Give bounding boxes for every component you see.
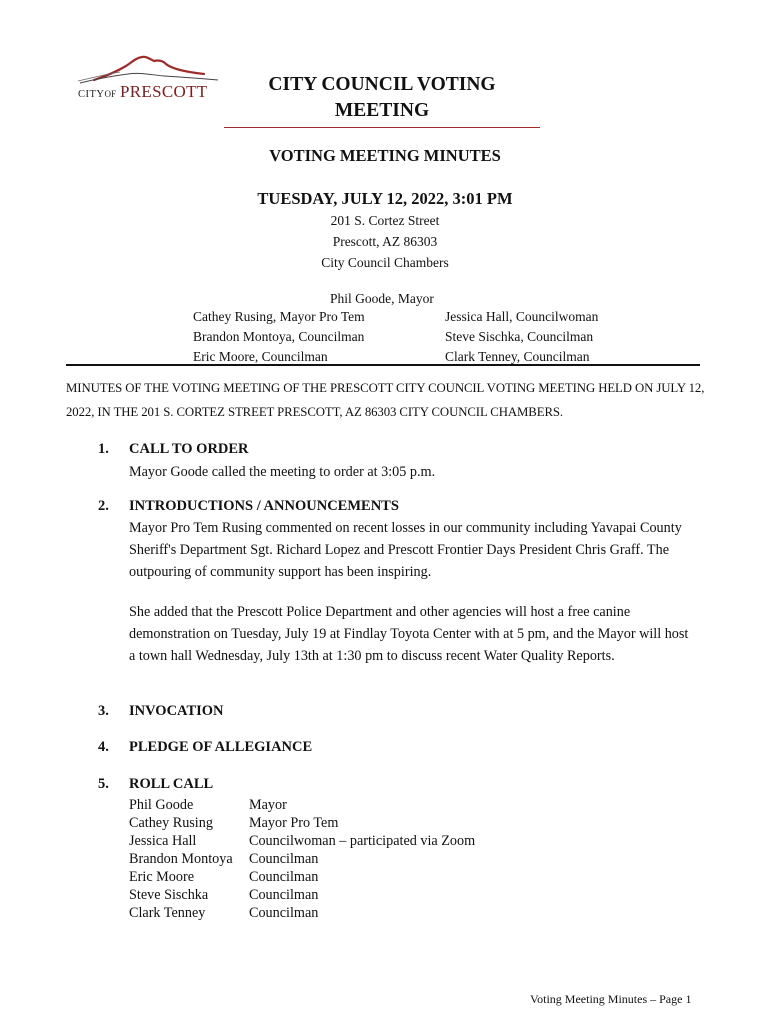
logo-of-text: OF — [104, 89, 117, 99]
roll-call-name: Cathey Rusing — [129, 815, 213, 831]
item-number: 5. — [98, 776, 109, 792]
mountain-logo-icon — [76, 50, 221, 84]
roll-call-name: Steve Sischka — [129, 887, 209, 903]
item-paragraph: She added that the Prescott Police Department and other agencies will host a free canine demonstration on Tuesday, July 19 at Findlay Toyota Center with at 5 pm, and the Mayor will host a town hall Wednesday, July 13th at 1:30 pm to discuss recent Water Quality Reports. — [129, 604, 689, 665]
meeting-datetime: TUESDAY, JULY 12, 2022, 3:01 PM — [257, 189, 513, 208]
item-heading-invocation: INVOCATION — [129, 703, 224, 719]
city-logo — [76, 50, 221, 104]
item-heading-pledge: PLEDGE OF ALLEGIANCE — [129, 739, 313, 755]
logo-prescott-text: PRESCOTT — [120, 82, 208, 101]
page-title-line1: CITY COUNCIL VOTING — [268, 74, 496, 95]
address-city: Prescott, AZ 86303 — [332, 234, 438, 249]
mayor-name: Phil Goode, Mayor — [330, 291, 434, 306]
title-divider — [224, 127, 540, 128]
roll-call-role: Councilman — [249, 887, 319, 903]
member-right: Clark Tenney, Councilman — [445, 349, 590, 364]
roll-call-role: Councilman — [249, 869, 319, 885]
item-number: 3. — [98, 703, 109, 719]
roll-call-name: Jessica Hall — [129, 833, 197, 849]
item-number: 1. — [98, 441, 109, 457]
page-footer: Voting Meeting Minutes – Page 1 — [530, 992, 692, 1006]
roll-call-name: Brandon Montoya — [129, 851, 233, 867]
item-paragraph: Mayor Goode called the meeting to order at 3:05 p.m. — [129, 464, 436, 480]
logo-city-text: CITY — [78, 89, 105, 100]
roll-call-role: Councilman — [249, 905, 319, 921]
member-left: Eric Moore, Councilman — [193, 349, 328, 364]
item-heading-roll-call: ROLL CALL — [129, 776, 214, 792]
roll-call-role: Mayor Pro Tem — [249, 815, 339, 831]
page-title-line2: MEETING — [334, 100, 430, 121]
member-left: Cathey Rusing, Mayor Pro Tem — [193, 309, 365, 324]
roll-call-name: Clark Tenney — [129, 905, 206, 921]
address-location: City Council Chambers — [321, 255, 449, 270]
roll-call-name: Phil Goode — [129, 797, 194, 813]
member-right: Jessica Hall, Councilwoman — [445, 309, 599, 324]
item-heading-call-to-order: CALL TO ORDER — [129, 441, 249, 457]
item-number: 4. — [98, 739, 109, 755]
roll-call-role: Mayor — [249, 797, 287, 813]
roll-call-name: Eric Moore — [129, 869, 195, 885]
member-right: Steve Sischka, Councilman — [445, 329, 594, 344]
item-paragraph: Mayor Pro Tem Rusing commented on recent losses in our community including Yavapai County Sheriff's Department Sgt. Richard Lopez and Prescott Frontier Days President Chris Graff. The outpouring of community support has been inspiring. — [129, 520, 682, 581]
item-heading-announcements: INTRODUCTIONS / ANNOUNCEMENTS — [129, 498, 399, 514]
logo-wordmark — [78, 82, 207, 102]
roll-call-role: Councilman — [249, 851, 319, 867]
member-left: Brandon Montoya, Councilman — [193, 329, 365, 344]
header-divider — [66, 364, 700, 366]
roll-call-role: Councilwoman – participated via Zoom — [249, 833, 476, 849]
minutes-intro: MINUTES OF THE VOTING MEETING OF THE PRESCOTT CITY COUNCIL VOTING MEETING HELD ON JULY 12, 2022, IN THE 201 S. CORTEZ STREET PRESCOTT, AZ 86303 CITY COUNCIL CHAMBERS. — [66, 381, 705, 419]
item-number: 2. — [98, 498, 109, 514]
address-street: 201 S. Cortez Street — [330, 213, 440, 228]
document-subtitle: VOTING MEETING MINUTES — [269, 146, 501, 165]
